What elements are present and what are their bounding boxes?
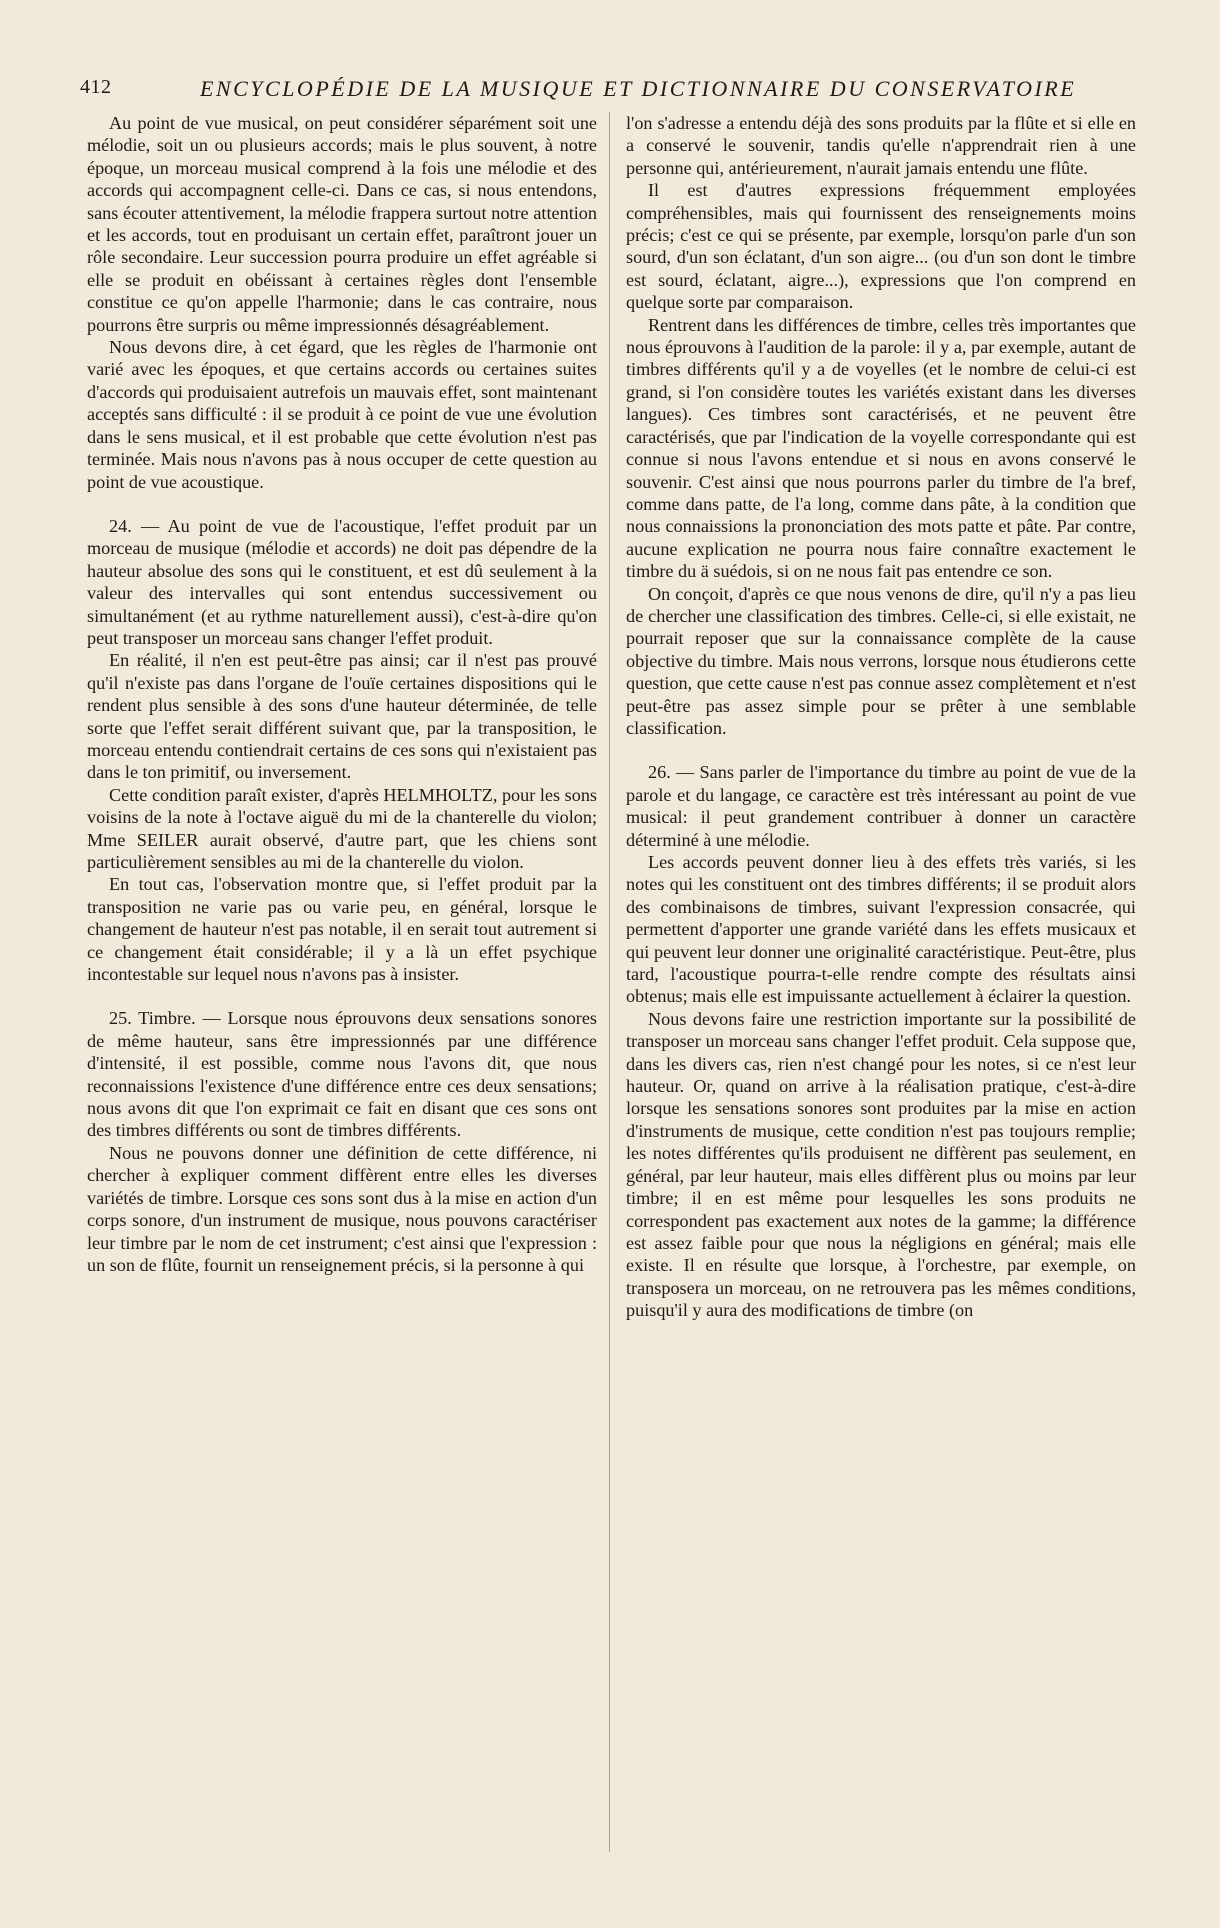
paragraph: Il est d'autres expressions fréquemment employées compréhensibles, mais qui fournissent des renseignements moins précis; c'est ce qui se présente, par exemple, lorsqu'on parle d'un son sourd, d'un son éclatant, d'un son aigre... (ou d'un son dont le timbre est sourd, éclatant, aigre...), expressions que l'on comprend en quelque sorte par comparaison. — [626, 180, 1136, 313]
paragraph: En tout cas, l'observation montre que, si l'effet produit par la transposition ne varie pas ou varie peu, en général, lorsque le changement de hauteur n'est pas notable, il en serait tout autrement si ce changement était considérable; il y a là un effet psychique incontestable sur lequel nous n'avons pas à insister. — [87, 874, 597, 985]
paragraph: Cette condition paraît exister, d'après HELMHOLTZ, pour les sons voisins de la note à l'octave aiguë du mi de la chanterelle du violon; Mme SEILER aurait observé, d'autre part, que les chiens sont particulièrement sensibles au mi de la chanterelle du violon. — [87, 784, 597, 872]
paragraph-section-24: 24. — Au point de vue de l'acoustique, l'effet produit par un morceau de musique (mélodie et accords) ne doit pas dépendre de la hauteur absolue des sons qui le constituent, et est dû seulement à la valeur des intervalles qui sont entendus successivement ou simultanément (et au rythme naturellement aussi), c'est-à-dire qu'on peut transposer un morceau sans changer l'effet produit. — [87, 515, 597, 648]
paragraph: Au point de vue musical, on peut considérer séparément soit une mélodie, soit un ou plusieurs accords; mais le plus souvent, à notre époque, un morceau musical comprend à la fois une mélodie et des accords qui accompagnent celle-ci. Dans ce cas, si nous entendons, sans écouter attentivement, la mélodie frappera surtout notre attention et les accords, tout en produisant un certain effet, paraîtront jouer un rôle secondaire. Leur succession pourra produire un effet agréable si elle se produit en obéissant à certaines règles dont l'ensemble constitue ce qu'on appelle l'harmonie; dans le cas contraire, nous pourrons être surpris ou même impressionnés désagréablement. — [87, 113, 597, 335]
page-number: 412 — [80, 76, 112, 98]
paragraph-section-25-timbre: 25. Timbre. — Lorsque nous éprouvons deux sensations sonores de même hauteur, sans être impressionnés par une différence d'intensité, il est possible, comme nous l'avons dit, que nous reconnaissions l'existence d'une différence entre ces deux sensations; nous avons dit que l'on exprimait ce fait en disant que ces sons ont des timbres différents ou sont de timbres différents. — [87, 1008, 597, 1141]
paragraph: Nous ne pouvons donner une définition de cette différence, ni chercher à expliquer comment diffèrent entre elles les diverses variétés de timbre. Lorsque ces sons sont dus à la mise en action d'un corps sonore, d'un instrument de musique, nous pouvons caractériser leur timbre par le nom de cet instrument; c'est ainsi que l'expression : un son de flûte, fournit un renseignement précis, si la personne à qui — [87, 1142, 597, 1275]
paragraph: Rentrent dans les différences de timbre, celles très importantes que nous éprouvons à l'audition de la parole: il y a, par exemple, autant de timbres différents qu'il y a de voyelles (et le nombre de celui-ci est grand, si l'on considère toutes les variétés existant dans les diverses langues). Ces timbres sont caractérisés, et ne peuvent être caractérisés, que par l'indication de la voyelle correspondante qui est connue si nous l'avons entendue et si nous en avons conservé le souvenir. C'est ainsi que nous pourrons parler du timbre de l'a bref, comme dans patte, de l'a long, comme dans pâte, à la condition que nous connaissions la prononciation des mots patte et pâte. Par contre, aucune explication ne pourra nous faire connaître exactement le timbre du ä suédois, si on ne nous fait pas entendre ce son. — [626, 314, 1136, 582]
left-column — [87, 112, 597, 1276]
right-column — [626, 112, 1136, 1322]
paragraph-continued: l'on s'adresse a entendu déjà des sons produits par la flûte et si elle en a conservé le souvenir, tandis qu'elle n'apprendrait rien à une personne qui, antérieurement, n'aurait jamais entendu une flûte. — [626, 113, 1136, 178]
paragraph: En réalité, il n'en est peut-être pas ainsi; car il n'est pas prouvé qu'il n'existe pas dans l'organe de l'ouïe certaines dispositions qui le rendent plus sensible à des sons d'une hauteur déterminée, de telle sorte que l'effet serait différent suivant que, par la transposition, le morceau entendu contiendrait certains de ces sons qui n'existaient pas dans le ton primitif, ou inversement. — [87, 650, 597, 783]
paragraph: Les accords peuvent donner lieu à des effets très variés, si les notes qui les constituent ont des timbres différents; il se produit alors des combinaisons de timbres, suivant l'expression consacrée, qui permettent d'apporter une grande variété dans les effets musicaux et qui peuvent leur donner une originalité caractéristique. Peut-être, plus tard, l'acoustique pourra-t-elle rendre compte des résultats ainsi obtenus; mais elle est impuissante actuellement à éclairer la question. — [626, 852, 1136, 1007]
running-title: ENCYCLOPÉDIE DE LA MUSIQUE ET DICTIONNAIRE DU CONSERVATOIRE — [200, 76, 1077, 101]
paragraph-section-26: 26. — Sans parler de l'importance du timbre au point de vue de la parole et du langage, ce caractère est très intéressant au point de vue musical: il peut grandement contribuer à donner un caractère déterminé à une mélodie. — [626, 762, 1136, 850]
paragraph: Nous devons dire, à cet égard, que les règles de l'harmonie ont varié avec les époques, et que certains accords ou certaines suites d'accords qui produisaient autrefois un mauvais effet, sont maintenant acceptés sans difficulté : il se produit à ce point de vue une évolution dans le sens musical, et il est probable que cette évolution n'est pas terminée. Mais nous n'avons pas à nous occuper de cette question au point de vue acoustique. — [87, 337, 597, 492]
column-divider — [609, 112, 610, 1852]
page-header — [80, 70, 1140, 110]
paragraph: Nous devons faire une restriction importante sur la possibilité de transposer un morceau sans changer l'effet produit. Cela suppose que, dans les divers cas, rien n'est changé pour les notes, si ce n'est leur hauteur. Or, quand on arrive à la réalisation pratique, c'est-à-dire lorsque les sensations sonores sont produites par la mise en action d'instruments de musique, cette condition n'est pas toujours remplie; les notes différentes qu'ils produisent ne diffèrent pas seulement, en général, par leur hauteur, mais elles diffèrent plus ou moins par leur timbre; il en est même pour lesquelles les sons produits ne correspondent pas exactement aux notes de la gamme; la différence est assez faible pour que nous la négligions en général; mais elle existe. Il en résulte que lorsque, à l'orchestre, par exemple, on transposera un morceau, on ne retrouvera pas les mêmes conditions, puisqu'il y aura des modifications de timbre (on — [626, 1008, 1136, 1321]
paragraph: On conçoit, d'après ce que nous venons de dire, qu'il n'y a pas lieu de chercher une classification des timbres. Celle-ci, si elle existait, ne pourrait reposer que sur la connaissance complète de la cause objective du timbre. Mais nous verrons, lorsque nous étudierons cette question, que cette cause n'est pas connue assez complètement et n'est peut-être pas assez simple pour se prêter à une semblable classification. — [626, 583, 1136, 738]
